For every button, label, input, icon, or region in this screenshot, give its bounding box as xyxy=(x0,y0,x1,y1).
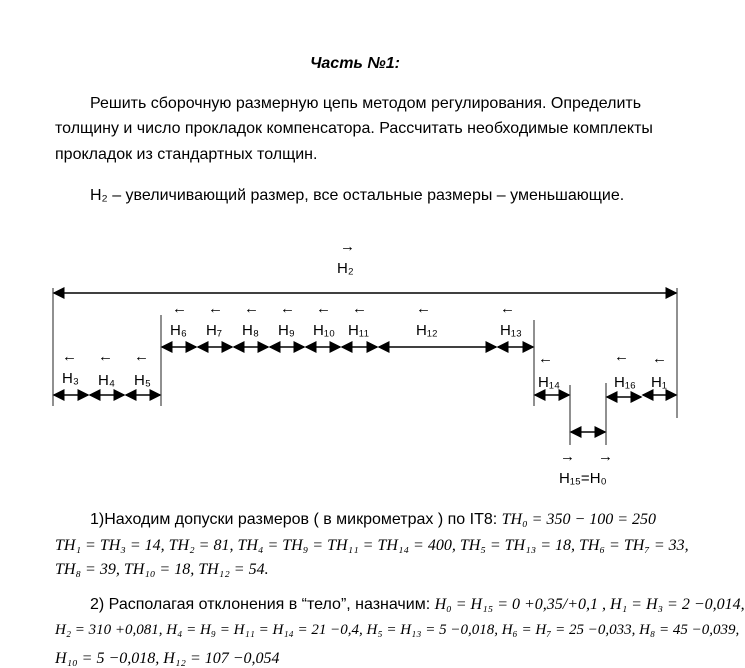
paragraph-line: Решить сборочную размерную цепь методом регулирования. Определить xyxy=(90,95,642,112)
dim-label-h14: H₁₄ xyxy=(538,374,561,391)
left-arrow-icon: ← xyxy=(280,300,295,317)
left-arrow-icon: ← xyxy=(614,348,629,365)
dim-label-h8: H₈ xyxy=(242,322,260,339)
dim-label-h9: H₉ xyxy=(278,322,295,339)
dim-label-h1: H₁ xyxy=(651,374,667,391)
formula: TH₁ = TH₃ = 14, TH₂ = 81, TH₄ = TH₉ = TH₁₁ = TH₁₄ = 400, TH₅ = TH₁₃ = 18, TH₆ = TH₇ = 33, xyxy=(55,537,689,554)
left-arrow-icon: ← xyxy=(652,350,667,367)
left-arrow-icon: ← xyxy=(316,300,331,317)
dim-label-h7: H₇ xyxy=(206,322,222,339)
left-arrow-icon: ← xyxy=(352,300,367,317)
step1-line xyxy=(90,511,656,529)
formula: H₀ = H₁₅ = 0 +0,35/+0,1 , H₁ = H₃ = 2 −0,014, xyxy=(434,596,745,613)
left-arrow-icon: ← xyxy=(134,348,149,365)
paragraph-line: толщину и число прокладок компенсатора. Рассчитать необходимые комплекты xyxy=(55,120,653,137)
dim-label-h10: H₁₀ xyxy=(313,322,336,339)
dim-label-h5: H₅ xyxy=(134,372,151,389)
step2-text: 2) Располагая отклонения в “тело”, назначим: xyxy=(90,596,435,613)
statement: H₂ – увеличивающий размер, все остальные размеры – уменьшающие. xyxy=(90,187,625,204)
formula: TH₀ = 350 − 100 = 250 xyxy=(501,511,657,528)
left-arrow-icon: ← xyxy=(416,300,431,317)
right-arrow-icon: → xyxy=(560,448,575,465)
dim-label-h15-h0: H₁₅=H₀ xyxy=(559,470,607,487)
left-arrow-icon: ← xyxy=(244,300,259,317)
left-arrow-icon: ← xyxy=(538,350,553,367)
left-arrow-icon: ← xyxy=(98,348,113,365)
step1-text: 1)Находим допуски размеров ( в микрометрах ) по IT8: xyxy=(90,511,502,528)
dim-label-h11: H₁₁ xyxy=(348,322,369,339)
right-arrow-icon: → xyxy=(340,238,355,255)
dim-label-h3: H₃ xyxy=(62,370,79,387)
dim-label-h12: H₁₂ xyxy=(416,322,438,339)
left-arrow-icon: ← xyxy=(62,348,77,365)
left-arrow-icon: ← xyxy=(500,300,515,317)
step2-line xyxy=(90,596,745,614)
dim-label-h6: H₆ xyxy=(170,322,187,339)
formula: TH₈ = 39, TH₁₀ = 18, TH₁₂ = 54. xyxy=(55,561,269,578)
section-title: Часть №1: xyxy=(310,55,400,72)
paragraph-line: прокладок из стандартных толщин. xyxy=(55,146,318,163)
formula: H₂ = 310 +0,081, H₄ = H₉ = H₁₁ = H₁₄ = 21 −0,4, H₅ = H₁₃ = 5 −0,018, H₆ = H₇ = 25 −0,033, H₈ = 45 −0,039, xyxy=(55,622,740,638)
right-arrow-icon: → xyxy=(598,448,613,465)
left-arrow-icon: ← xyxy=(172,300,187,317)
dim-label-h16: H₁₆ xyxy=(614,374,636,391)
left-arrow-icon: ← xyxy=(208,300,223,317)
formula: H₁₀ = 5 −0,018, H₁₂ = 107 −0,054 xyxy=(55,650,280,667)
dim-label-h4: H₄ xyxy=(98,372,115,389)
dim-label-h2: H₂ xyxy=(337,260,354,277)
dim-label-h13: H₁₃ xyxy=(500,322,523,339)
